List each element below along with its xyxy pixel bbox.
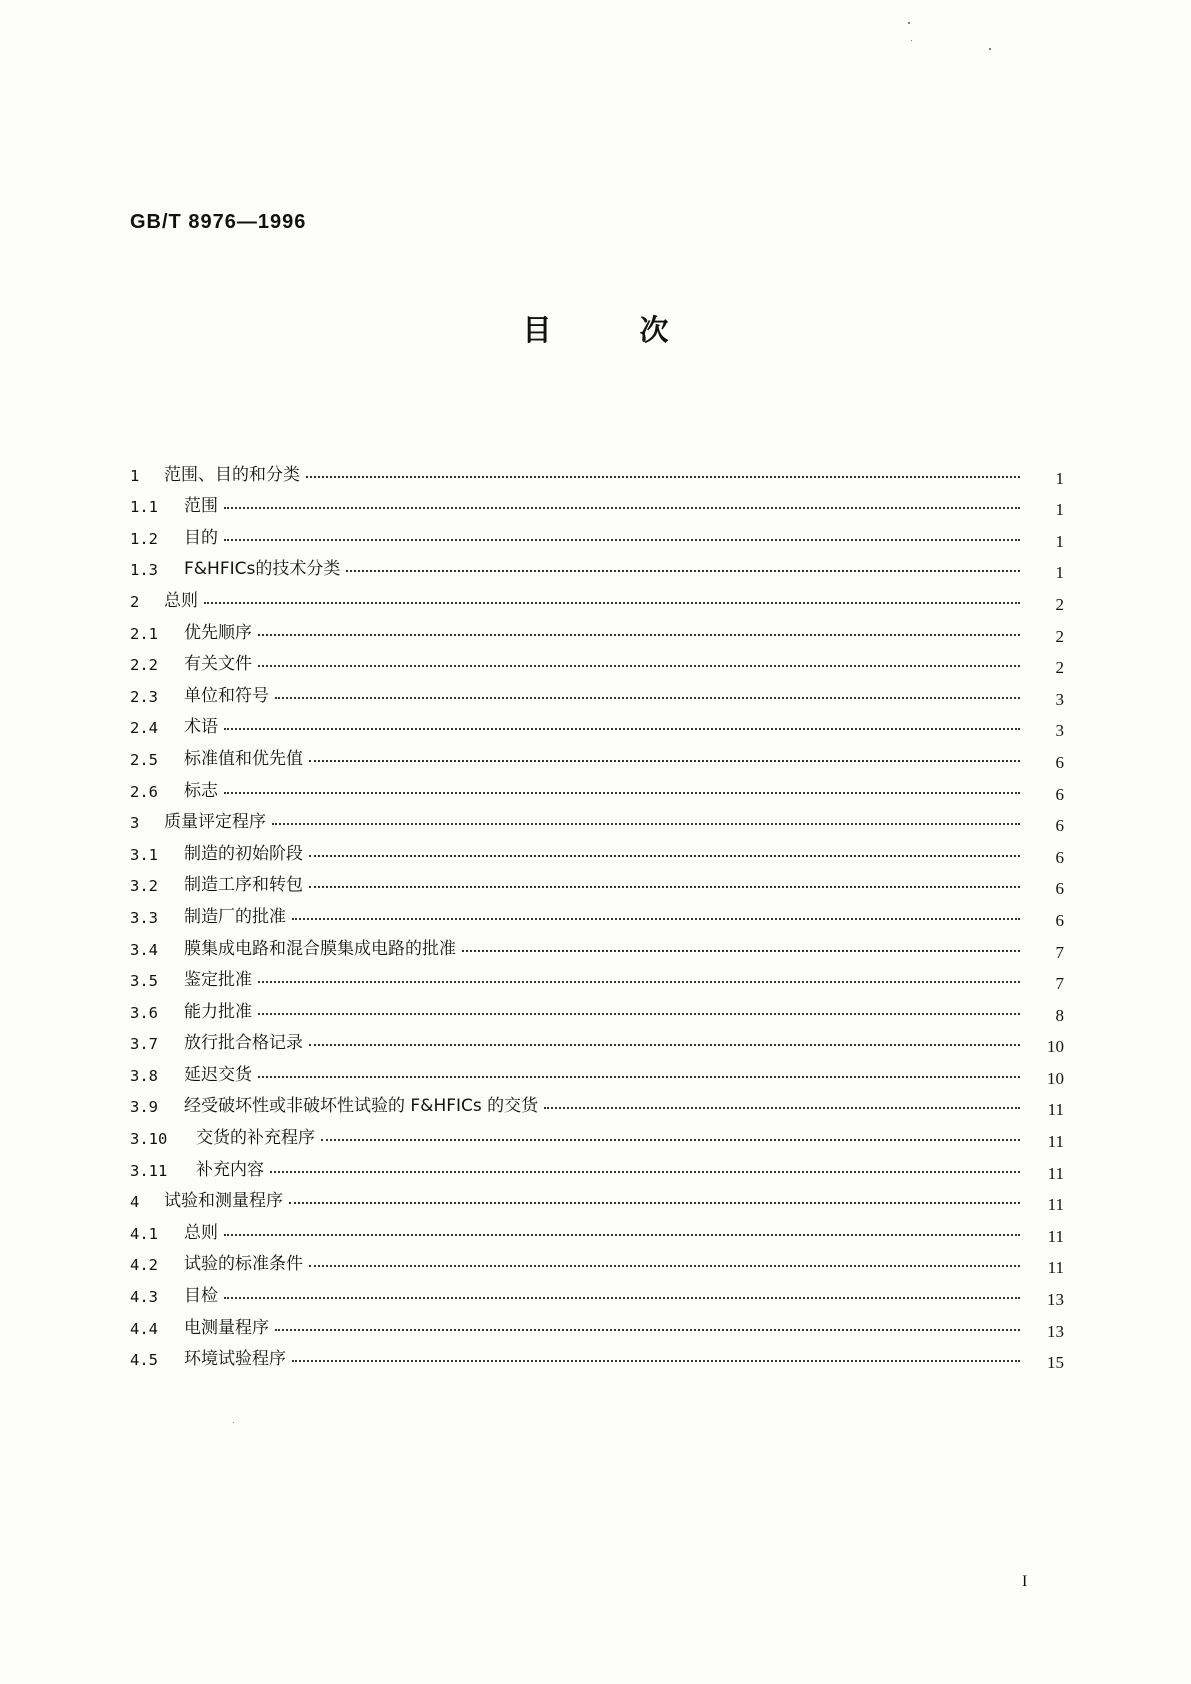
toc-entry-title: 鉴定批准	[184, 970, 252, 991]
toc-entry-page: 1	[1055, 563, 1064, 583]
toc-dot-leader	[544, 1107, 1020, 1109]
page-number: I	[1022, 1573, 1028, 1590]
toc-entry[interactable]	[130, 1148, 1064, 1183]
standard-code: GB/T 8976—1996	[130, 211, 307, 233]
toc-entry-page: 11	[1047, 1100, 1064, 1120]
toc-dot-leader	[462, 950, 1020, 952]
scan-speck	[908, 22, 910, 24]
toc-entry-number: 3.7	[130, 1035, 158, 1054]
toc-entry-page: 13	[1047, 1321, 1064, 1341]
toc-dot-leader	[224, 1234, 1020, 1236]
toc-entry-page: 11	[1047, 1195, 1064, 1215]
toc-dot-leader	[309, 760, 1020, 762]
toc-entry-number: 1	[130, 466, 140, 485]
toc-dot-leader	[258, 1076, 1020, 1078]
toc-entry[interactable]	[130, 737, 1064, 772]
toc-entry-title: 目检	[184, 1286, 218, 1307]
toc-entry[interactable]	[130, 990, 1064, 1025]
toc-entry[interactable]	[130, 1085, 1064, 1120]
toc-entry[interactable]	[130, 1211, 1064, 1246]
toc-entry[interactable]	[130, 485, 1064, 520]
toc-entry[interactable]	[130, 1338, 1064, 1373]
toc-entry-title: 交货的补充程序	[196, 1128, 315, 1149]
toc-dot-leader	[224, 507, 1020, 509]
toc-entry-number: 3.10	[130, 1130, 168, 1149]
toc-entry[interactable]	[130, 548, 1064, 583]
toc-entry-page: 10	[1047, 1068, 1064, 1088]
toc-entry-page: 11	[1047, 1258, 1064, 1278]
toc-entry-number: 4.4	[130, 1319, 158, 1338]
toc-entry-title: F&HFICs的技术分类	[184, 559, 341, 580]
toc-entry[interactable]	[130, 927, 1064, 962]
toc-entry[interactable]	[130, 1116, 1064, 1152]
toc-entry-title: 单位和符号	[184, 685, 269, 706]
toc-entry[interactable]	[130, 611, 1064, 646]
toc-entry-page: 13	[1047, 1290, 1064, 1310]
toc-entry-title: 放行批合格记录	[184, 1033, 303, 1054]
toc-entry-page: 3	[1055, 721, 1064, 741]
toc-entry-number: 3.4	[130, 940, 158, 959]
toc-dot-leader	[275, 697, 1020, 699]
toc-entry-title: 延迟交货	[184, 1064, 252, 1085]
toc-entry-number: 3.9	[130, 1098, 158, 1117]
toc-entry-number: 1.2	[130, 529, 158, 548]
toc-entry-number: 4.5	[130, 1351, 158, 1370]
toc-entry-number: 1.1	[130, 498, 158, 517]
toc-entry-title: 范围、目的和分类	[164, 464, 300, 485]
toc-dot-leader	[258, 665, 1020, 667]
toc-entry[interactable]	[130, 1053, 1064, 1088]
toc-entry-page: 6	[1055, 816, 1064, 836]
toc-dot-leader	[289, 1202, 1020, 1204]
toc-entry[interactable]	[130, 769, 1064, 804]
toc-entry-page: 1	[1055, 531, 1064, 551]
toc-entry[interactable]	[130, 959, 1064, 994]
toc-entry-number: 4.1	[130, 1224, 158, 1243]
toc-entry-number: 3.8	[130, 1066, 158, 1085]
toc-dot-leader	[224, 728, 1020, 730]
toc-entry-number: 3.5	[130, 972, 158, 991]
toc-entry-page: 6	[1055, 847, 1064, 867]
page-title-char: 目	[522, 313, 552, 347]
toc-dot-leader	[258, 1013, 1020, 1015]
toc-entry-title: 标准值和优先值	[184, 748, 303, 769]
toc-entry-number: 4	[130, 1193, 140, 1212]
toc-entry-number: 3.11	[130, 1161, 168, 1180]
scan-speck	[233, 1422, 234, 1423]
toc-entry-title: 有关文件	[184, 654, 252, 675]
toc-dot-leader	[258, 634, 1020, 636]
toc-entry-number: 2	[130, 592, 140, 611]
scan-speck	[911, 40, 912, 41]
toc-entry[interactable]	[130, 801, 1064, 836]
toc-dot-leader	[309, 855, 1020, 857]
toc-dot-leader	[270, 1171, 1020, 1173]
toc-entry-number: 2.4	[130, 719, 158, 738]
toc-entry[interactable]	[130, 643, 1064, 678]
toc-entry-page: 7	[1055, 974, 1064, 994]
toc-entry-title: 膜集成电路和混合膜集成电路的批准	[184, 938, 456, 959]
toc-dot-leader	[275, 1329, 1020, 1331]
toc-entry-page: 10	[1047, 1037, 1064, 1057]
toc-entry-title: 电测量程序	[184, 1317, 269, 1338]
toc-dot-leader	[309, 1044, 1020, 1046]
toc-entry-page: 6	[1055, 879, 1064, 899]
toc-entry-page: 6	[1055, 752, 1064, 772]
toc-entry[interactable]	[130, 895, 1064, 930]
toc-entry-title: 试验的标准条件	[184, 1254, 303, 1275]
toc-entry-title: 环境试验程序	[184, 1349, 286, 1370]
toc-entry-page: 2	[1055, 626, 1064, 646]
toc-entry-page: 11	[1047, 1132, 1064, 1152]
toc-entry-page: 8	[1055, 1005, 1064, 1025]
toc-entry-title: 质量评定程序	[164, 812, 266, 833]
toc-dot-leader	[346, 570, 1020, 572]
toc-dot-leader	[292, 1360, 1020, 1362]
toc-entry-number: 2.5	[130, 750, 158, 769]
toc-entry-title: 经受破坏性或非破坏性试验的 F&HFICs 的交货	[184, 1096, 539, 1117]
toc-entry-page: 3	[1055, 689, 1064, 709]
page-title-char: 次	[639, 313, 669, 347]
toc-entry-number: 2.2	[130, 656, 158, 675]
toc-dot-leader	[204, 602, 1020, 604]
toc-entry-number: 3	[130, 814, 140, 833]
toc-dot-leader	[321, 1139, 1020, 1141]
toc-entry[interactable]	[130, 706, 1064, 741]
toc-entry-page: 6	[1055, 910, 1064, 930]
toc-entry-page: 2	[1055, 658, 1064, 678]
toc-entry[interactable]	[130, 1180, 1064, 1215]
toc-entry-page: 11	[1047, 1226, 1064, 1246]
toc-entry-page: 11	[1047, 1163, 1064, 1183]
toc-entry-title: 术语	[184, 717, 218, 738]
page-title	[0, 308, 1191, 349]
toc-entry[interactable]	[130, 674, 1064, 709]
toc-entry-title: 标志	[184, 780, 218, 801]
toc-entry[interactable]	[130, 516, 1064, 551]
toc-dot-leader	[292, 918, 1020, 920]
toc-dot-leader	[309, 1265, 1020, 1267]
toc-entry-page: 7	[1055, 942, 1064, 962]
toc-dot-leader	[224, 1297, 1020, 1299]
toc-entry-number: 3.6	[130, 1003, 158, 1022]
toc-entry-title: 制造工序和转包	[184, 875, 303, 896]
toc-entry[interactable]	[130, 1274, 1064, 1310]
toc-dot-leader	[224, 792, 1020, 794]
toc-dot-leader	[258, 981, 1020, 983]
toc-entry-number: 3.3	[130, 908, 158, 927]
toc-entry-page: 15	[1047, 1353, 1064, 1373]
toc-dot-leader	[272, 823, 1020, 825]
toc-entry-number: 4.2	[130, 1256, 158, 1275]
toc-entry-number: 3.1	[130, 845, 158, 864]
toc-entry-title: 能力批准	[184, 1001, 252, 1022]
toc-entry-title: 试验和测量程序	[164, 1191, 283, 1212]
toc-entry-page: 1	[1055, 500, 1064, 520]
toc-entry-title: 制造厂的批准	[184, 906, 286, 927]
toc-entry-number: 3.2	[130, 877, 158, 896]
toc-dot-leader	[306, 476, 1020, 478]
toc-dot-leader	[309, 886, 1020, 888]
scan-speck	[989, 48, 991, 50]
toc-entry-page: 2	[1055, 594, 1064, 614]
toc-entry-number: 2.1	[130, 624, 158, 643]
toc-entry[interactable]	[130, 453, 1064, 488]
toc-entry[interactable]	[130, 1243, 1064, 1278]
toc-entry-title: 优先顺序	[184, 622, 252, 643]
toc-entry-title: 补充内容	[196, 1159, 264, 1180]
toc-entry-number: 2.3	[130, 687, 158, 706]
toc-dot-leader	[224, 539, 1020, 541]
toc-entry-page: 1	[1055, 468, 1064, 488]
toc-entry-title: 总则	[184, 1222, 218, 1243]
toc-entry[interactable]	[130, 864, 1064, 899]
toc-entry-title: 目的	[184, 527, 218, 548]
toc-entry-title: 总则	[164, 590, 198, 611]
toc-entry-number: 1.3	[130, 561, 158, 580]
toc-entry-page: 6	[1055, 784, 1064, 804]
toc-entry-title: 制造的初始阶段	[184, 843, 303, 864]
toc-entry[interactable]	[130, 579, 1064, 614]
toc-entry-number: 2.6	[130, 782, 158, 801]
toc-entry-title: 范围	[184, 496, 218, 517]
toc-entry-number: 4.3	[130, 1288, 158, 1307]
toc-entry[interactable]	[130, 1022, 1064, 1057]
toc-entry[interactable]	[130, 1306, 1064, 1341]
toc-entry[interactable]	[130, 832, 1064, 867]
table-of-contents	[130, 453, 1064, 1373]
